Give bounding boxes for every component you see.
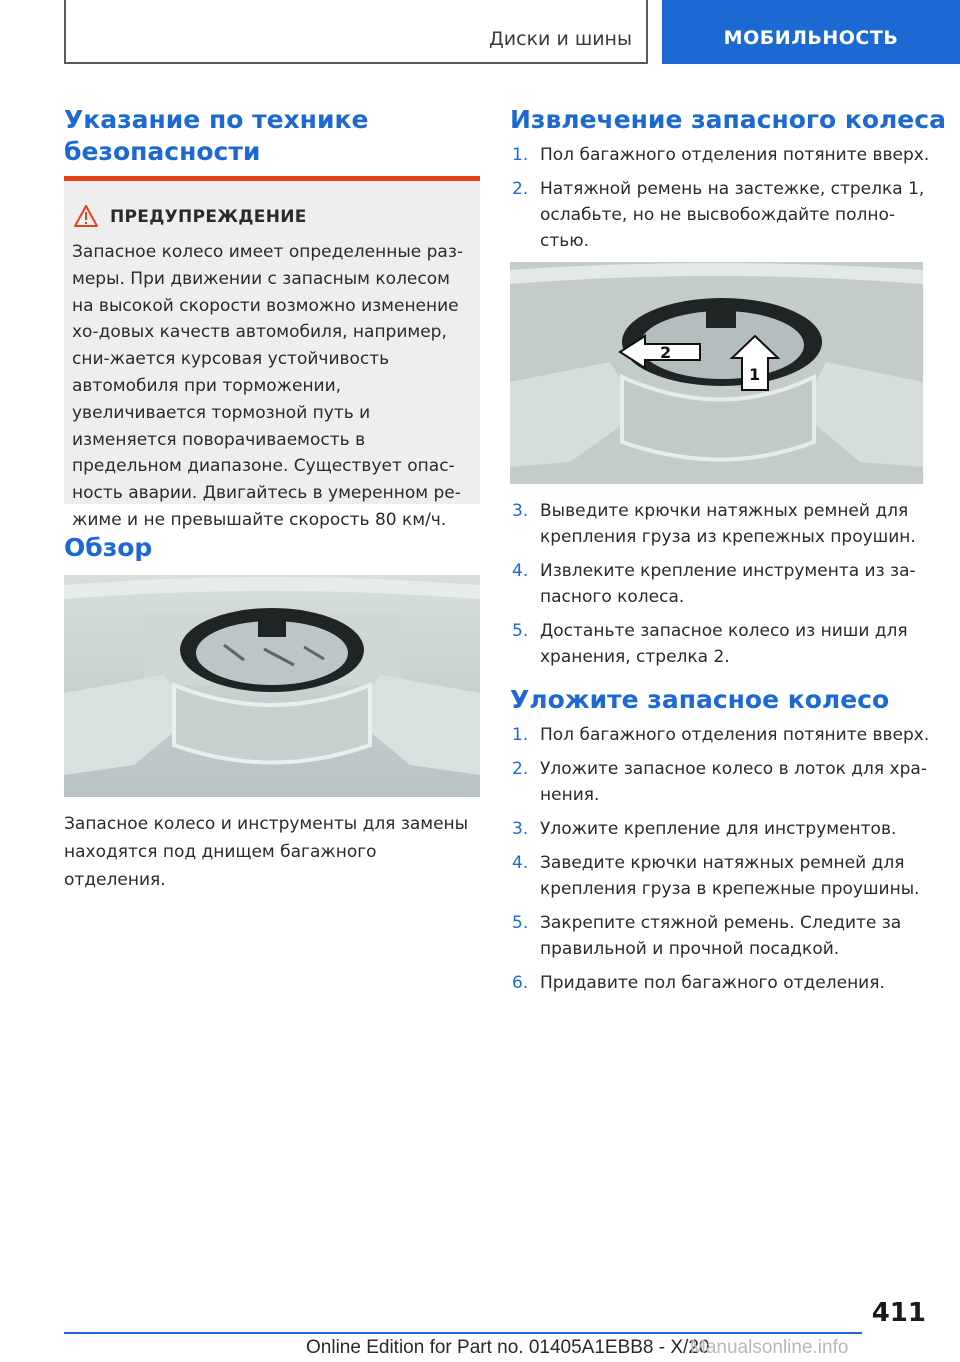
step-text: Уложите крепление для инструментов. <box>540 819 897 839</box>
arrow-1-label: 1 <box>749 365 761 384</box>
list-item <box>510 618 930 670</box>
footer-divider <box>64 1332 862 1334</box>
header-chapter-label: МОБИЛЬНОСТЬ <box>723 27 899 49</box>
step-number: 5. <box>512 621 529 641</box>
footer-edition: Online Edition for Part no. 01405A1EBB8 - X/20 <box>306 1337 710 1358</box>
safety-heading-line1: Указание по технике <box>64 105 369 134</box>
watermark: Manualsonline.info <box>690 1337 849 1358</box>
step-number: 1. <box>512 725 529 745</box>
spare-wheel-overview-photo <box>64 575 480 797</box>
arrow-2-label: 2 <box>660 343 672 362</box>
list-item <box>510 910 930 962</box>
step-text: Извлеките крепление инструмента из за-пасного колеса. <box>540 561 916 607</box>
removal-steps-list-b <box>510 498 930 678</box>
header-section-tab <box>64 0 648 64</box>
list-item <box>510 498 930 550</box>
spare-wheel-removal-illustration <box>510 262 923 484</box>
page-number: 411 <box>871 1298 926 1328</box>
warning-triangle-icon <box>74 205 98 227</box>
step-text: Выведите крючки натяжных ремней для крепления груза из крепежных проушин. <box>540 501 916 547</box>
spare-wheel-removal-photo <box>510 262 923 484</box>
step-text: Пол багажного отделения потяните вверх. <box>540 145 930 165</box>
spare-wheel-overview-illustration <box>64 575 480 797</box>
removal-steps-list-a <box>510 142 930 262</box>
safety-heading <box>64 104 368 168</box>
list-item <box>510 176 930 254</box>
overview-heading: Обзор <box>64 533 153 562</box>
stowing-steps-list <box>510 722 930 1004</box>
list-item <box>510 756 930 808</box>
header-section-label: Диски и шины <box>488 28 632 50</box>
list-item <box>510 558 930 610</box>
overview-caption: Запасное колесо и инструменты для замены находятся под днищем багажного отделения. <box>64 814 469 890</box>
list-item <box>510 142 930 168</box>
step-text: Достаньте запасное колесо из ниши для хранения, стрелка 2. <box>540 621 908 667</box>
step-text: Пол багажного отделения потяните вверх. <box>540 725 930 745</box>
step-text: Уложите запасное колесо в лоток для хра-нения. <box>540 759 927 805</box>
step-number: 4. <box>512 853 529 873</box>
step-number: 3. <box>512 819 529 839</box>
list-item <box>510 970 930 996</box>
list-item <box>510 850 930 902</box>
step-number: 2. <box>512 759 529 779</box>
step-number: 6. <box>512 973 529 993</box>
warning-label: ПРЕДУПРЕЖДЕНИЕ <box>110 207 307 227</box>
step-text: Придавите пол багажного отделения. <box>540 973 885 993</box>
step-text: Закрепите стяжной ремень. Следите за правильной и прочной посадкой. <box>540 913 902 959</box>
step-number: 3. <box>512 501 529 521</box>
step-number: 2. <box>512 179 529 199</box>
stowing-heading: Уложите запасное колесо <box>510 685 890 714</box>
step-number: 5. <box>512 913 529 933</box>
step-text: Заведите крючки натяжных ремней для крепления груза в крепежные проушины. <box>540 853 920 899</box>
header-chapter-tab <box>662 0 960 64</box>
step-number: 4. <box>512 561 529 581</box>
step-text: Натяжной ремень на застежке, стрелка 1, ослабьте, но не высвобождайте полно-стью. <box>540 179 925 251</box>
removal-heading: Извлечение запасного колеса <box>510 105 946 134</box>
safety-heading-line2: безопасности <box>64 137 261 166</box>
warning-box <box>64 176 480 530</box>
list-item <box>510 722 930 748</box>
list-item <box>510 816 930 842</box>
warning-text: Запасное колесо имеет определенные раз-меры. При движении с запасным колесом на высокой скорости возможно изменение хо-довых качеств автомобиля, например, сни-жается курсовая устойчивость автомобиля при торможении, увеличивается тормозной путь и изменяется поворачиваемость в предельном диапазоне. Существует опас-ность аварии. Двигайтесь в умеренном ре-жиме и не превышайте скорость 80 км/ч. <box>72 242 464 530</box>
step-number: 1. <box>512 145 529 165</box>
